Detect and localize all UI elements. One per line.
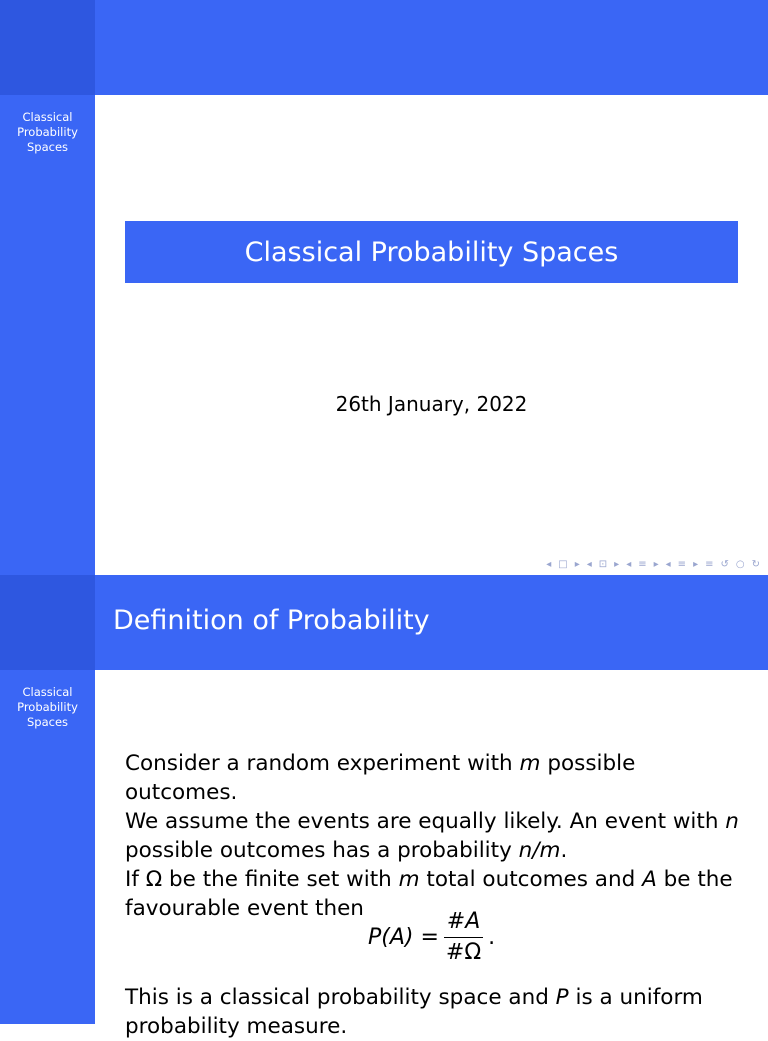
fraction-denominator: #Ω (445, 939, 482, 965)
text-span: We assume the events are equally likely. An event with (125, 809, 726, 834)
search-icon[interactable]: ○ (735, 558, 745, 570)
math-var: m (398, 867, 420, 892)
fraction-numerator: #A (444, 909, 483, 938)
math-var: P (555, 985, 569, 1010)
math-var: m (519, 751, 541, 776)
text-span: . (560, 838, 568, 863)
frame-icon[interactable]: ⊡ (598, 558, 608, 570)
text-span: is a uniform (568, 985, 703, 1010)
text-span: total outcomes and (419, 867, 643, 892)
text-span: possible outcomes. (125, 751, 636, 805)
text-line (125, 749, 745, 807)
text-span: be the (656, 867, 733, 892)
text-span: possible outcomes has a probability (125, 838, 519, 863)
slide-header-bar (95, 0, 768, 95)
sidebar-section-title[interactable]: Classical Probability Spaces (17, 685, 78, 729)
formula-lhs: P(A) = (368, 924, 439, 950)
text-span: Consider a random experiment with (125, 751, 520, 776)
fraction (443, 909, 484, 966)
beamer-navigation (546, 557, 760, 571)
nav-prev-icon[interactable]: ◂ (626, 558, 632, 570)
nav-prev-icon[interactable]: ◂ (586, 558, 592, 570)
slide-icon[interactable]: □ (558, 558, 568, 570)
sidebar (0, 95, 95, 575)
text-span: If Ω be the finite set with (125, 867, 399, 892)
section-icon[interactable]: ≡ (677, 558, 687, 570)
slide-corner (0, 0, 95, 95)
definition-slide (0, 575, 768, 1039)
text-line (125, 807, 745, 836)
nav-next-icon[interactable]: ▸ (693, 558, 699, 570)
nav-prev-icon[interactable]: ◂ (665, 558, 671, 570)
text-line (125, 836, 745, 865)
outline-icon[interactable]: ≡ (705, 558, 714, 570)
forward-icon[interactable]: ↻ (751, 558, 760, 570)
sidebar (0, 670, 95, 1024)
text-span: favourable event then (125, 896, 364, 921)
nav-prev-icon[interactable]: ◂ (546, 558, 552, 570)
nav-next-icon[interactable]: ▸ (614, 558, 620, 570)
sidebar-section-title[interactable]: Classical Probability Spaces (17, 110, 78, 154)
presentation-title-box (125, 221, 738, 283)
text-span: This is a classical probability space and (125, 985, 556, 1010)
presentation-title: Classical Probability Spaces (244, 236, 619, 268)
subsection-icon[interactable]: ≡ (638, 558, 647, 570)
presentation-date: 26th January, 2022 (335, 392, 528, 416)
math-expr: n/m (518, 838, 561, 863)
closing-text (125, 983, 745, 1041)
back-icon[interactable]: ↺ (720, 558, 729, 570)
frame-title: Definition of Probability (113, 605, 430, 636)
formula-period: . (488, 924, 496, 950)
definition-text (125, 749, 745, 923)
text-line (125, 865, 745, 894)
slide-corner (0, 575, 95, 670)
nav-next-icon[interactable]: ▸ (653, 558, 659, 570)
text-span: probability measure. (125, 1014, 348, 1039)
math-var: A (642, 867, 657, 892)
nav-next-icon[interactable]: ▸ (574, 558, 580, 570)
math-var: n (725, 809, 739, 834)
probability-formula (368, 907, 495, 967)
